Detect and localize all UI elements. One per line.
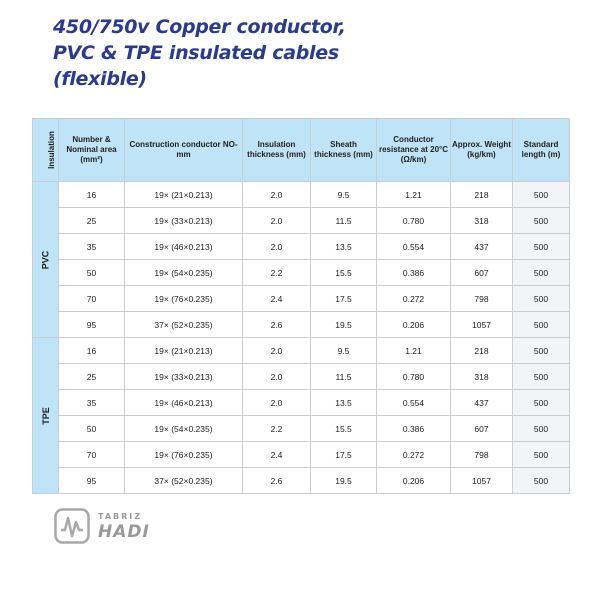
group-cell-tpe [33,338,59,494]
cell-weight: 1057 [451,468,513,494]
cell-insulation-thickness: 2.0 [243,390,311,416]
cell-area: 25 [59,364,125,390]
cell-resistance: 0.272 [377,286,451,312]
cell-insulation-thickness: 2.6 [243,312,311,338]
logo-mark-icon [54,508,90,544]
cell-length: 500 [513,286,570,312]
header-weight: Approx. Weight (kg/km) [451,119,513,182]
table-row [33,338,570,364]
cell-sheath-thickness: 15.5 [311,416,377,442]
header-row [33,119,570,182]
cell-insulation-thickness: 2.4 [243,442,311,468]
cell-insulation-thickness: 2.2 [243,260,311,286]
header-construction: Construction conductor NO-mm [125,119,243,182]
cell-weight: 218 [451,338,513,364]
cell-sheath-thickness: 11.5 [311,208,377,234]
cell-length: 500 [513,182,570,208]
cell-insulation-thickness: 2.0 [243,182,311,208]
cell-insulation-thickness: 2.2 [243,416,311,442]
cell-sheath-thickness: 9.5 [311,182,377,208]
cell-weight: 798 [451,286,513,312]
cell-insulation-thickness: 2.0 [243,208,311,234]
table-row [33,182,570,208]
cell-length: 500 [513,338,570,364]
cell-resistance: 0.554 [377,390,451,416]
cell-construction: 19× (21×0.213) [125,338,243,364]
table-row [33,260,570,286]
cell-insulation-thickness: 2.6 [243,468,311,494]
cell-resistance: 0.386 [377,260,451,286]
cell-weight: 318 [451,208,513,234]
cell-construction: 19× (33×0.213) [125,208,243,234]
cell-area: 16 [59,338,125,364]
header-insulation-label: Insulation [46,131,56,169]
cell-sheath-thickness: 17.5 [311,442,377,468]
cell-area: 50 [59,260,125,286]
cell-insulation-thickness: 2.0 [243,364,311,390]
table-row [33,390,570,416]
cell-construction: 19× (33×0.213) [125,364,243,390]
cell-area: 95 [59,312,125,338]
cell-length: 500 [513,260,570,286]
cell-area: 35 [59,234,125,260]
cell-sheath-thickness: 11.5 [311,364,377,390]
cell-construction: 19× (21×0.213) [125,182,243,208]
company-logo [54,508,174,548]
table-row [33,312,570,338]
table-row [33,442,570,468]
page-title [53,14,553,92]
header-sheath-thickness: Sheath thickness (mm) [311,119,377,182]
cell-construction: 19× (54×0.235) [125,416,243,442]
cell-weight: 798 [451,442,513,468]
cell-length: 500 [513,312,570,338]
cell-area: 70 [59,442,125,468]
cell-area: 50 [59,416,125,442]
cell-length: 500 [513,364,570,390]
cell-length: 500 [513,468,570,494]
cell-sheath-thickness: 13.5 [311,390,377,416]
group-label: TPE [40,406,51,425]
header-insulation [33,119,59,182]
header-insulation-thickness: Insulation thickness (mm) [243,119,311,182]
table-row [33,364,570,390]
table-row [33,286,570,312]
title-line-1: 450/750v Copper conductor, [53,16,346,38]
cell-area: 70 [59,286,125,312]
table-row [33,234,570,260]
cell-weight: 218 [451,182,513,208]
cable-spec-table [32,118,570,494]
cell-resistance: 1.21 [377,182,451,208]
cell-construction: 19× (54×0.235) [125,260,243,286]
header-resistance: Conductor resistance at 20°C (Ω/km) [377,119,451,182]
cell-weight: 437 [451,390,513,416]
cell-resistance: 1.21 [377,338,451,364]
cell-area: 16 [59,182,125,208]
cell-resistance: 0.554 [377,234,451,260]
cell-weight: 437 [451,234,513,260]
cell-weight: 607 [451,416,513,442]
group-label: PVC [40,250,51,269]
cell-resistance: 0.206 [377,468,451,494]
cell-resistance: 0.780 [377,208,451,234]
table-body [33,182,570,494]
group-cell-pvc [33,182,59,338]
cell-construction: 37× (52×0.235) [125,468,243,494]
cell-resistance: 0.780 [377,364,451,390]
cell-area: 95 [59,468,125,494]
cable-spec-table-container [32,118,569,486]
cell-weight: 318 [451,364,513,390]
cell-area: 35 [59,390,125,416]
cell-construction: 19× (76×0.235) [125,442,243,468]
cell-sheath-thickness: 9.5 [311,338,377,364]
cell-resistance: 0.206 [377,312,451,338]
cell-length: 500 [513,416,570,442]
cell-sheath-thickness: 15.5 [311,260,377,286]
cell-sheath-thickness: 13.5 [311,234,377,260]
cell-insulation-thickness: 2.0 [243,338,311,364]
table-row [33,416,570,442]
header-area: Number & Nominal area (mm²) [59,119,125,182]
header-length: Standard length (m) [513,119,570,182]
logo-text-bottom: HADI [98,522,150,542]
cell-length: 500 [513,234,570,260]
title-line-3: (flexible) [53,68,147,90]
cell-length: 500 [513,208,570,234]
cell-insulation-thickness: 2.4 [243,286,311,312]
cell-length: 500 [513,390,570,416]
logo-text-top: TABRIZ [98,512,143,521]
table-row [33,468,570,494]
cell-weight: 1057 [451,312,513,338]
cell-resistance: 0.386 [377,416,451,442]
cell-weight: 607 [451,260,513,286]
cell-construction: 19× (76×0.235) [125,286,243,312]
cell-construction: 37× (52×0.235) [125,312,243,338]
cell-sheath-thickness: 19.5 [311,312,377,338]
cell-area: 25 [59,208,125,234]
cell-construction: 19× (46×0.213) [125,234,243,260]
table-row [33,208,570,234]
cell-sheath-thickness: 17.5 [311,286,377,312]
title-line-2: PVC & TPE insulated cables [53,42,339,64]
cell-length: 500 [513,442,570,468]
cell-sheath-thickness: 19.5 [311,468,377,494]
cell-construction: 19× (46×0.213) [125,390,243,416]
cell-insulation-thickness: 2.0 [243,234,311,260]
cell-resistance: 0.272 [377,442,451,468]
